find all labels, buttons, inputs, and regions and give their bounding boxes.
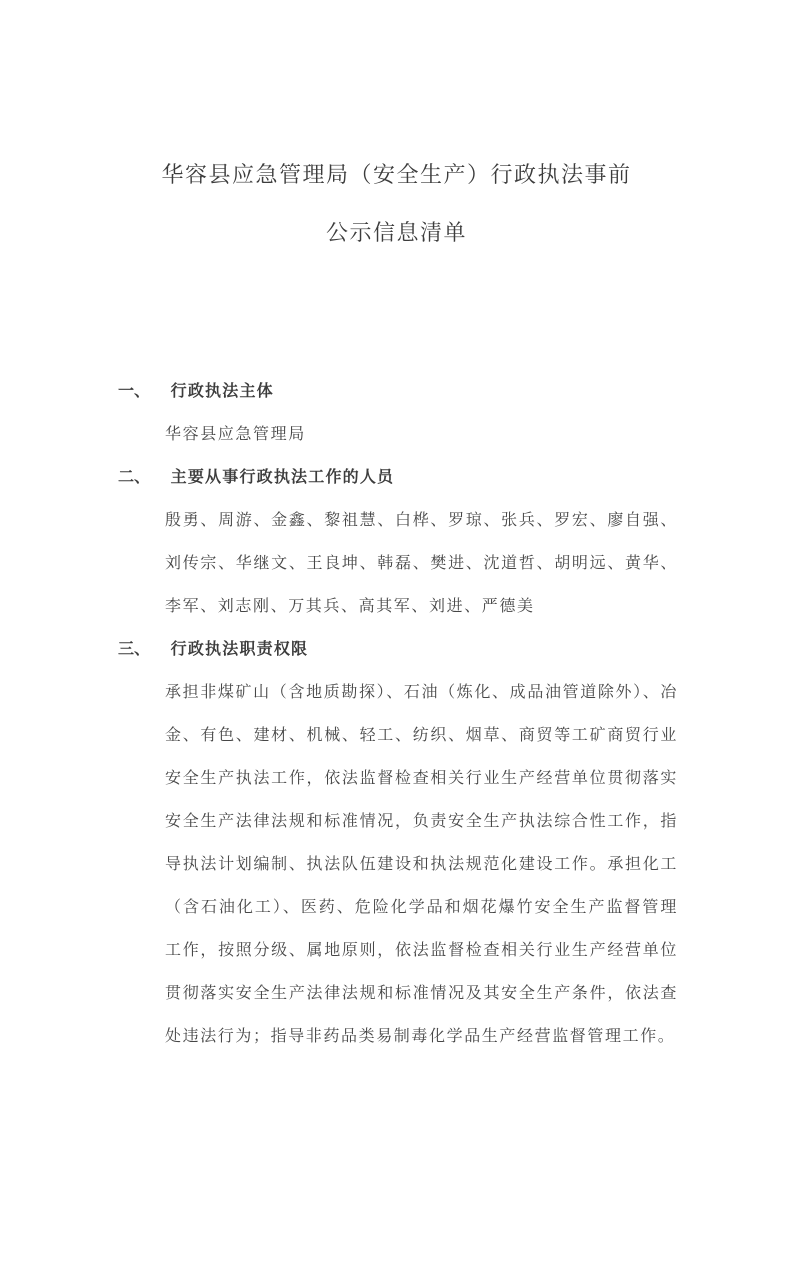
section-heading [118,628,678,671]
section-heading [118,456,678,499]
section-title: 行政执法主体 [170,383,274,400]
section-body-text: 殷勇、周游、金鑫、黎祖慧、白桦、罗琼、张兵、罗宏、廖自强、刘传宗、华继文、王良坤、韩磊、樊进、沈道哲、胡明远、黄华、李军、刘志刚、万其兵、高其军、刘进、严德美 [165,512,678,615]
section-number: 二、 [118,469,151,486]
document-title [0,146,793,262]
section-body-text: 承担非煤矿山（含地质勘探）、石油（炼化、成品油管道除外）、冶金、有色、建材、机械、轻工、纺织、烟草、商贸等工矿商贸行业安全生产执法工作，依法监督检查相关行业生产经营单位贯彻落实安全生产法律法规和标准情况，负责安全生产执法综合性工作，指导执法计划编制、执法队伍建设和执法规范化建设工作。承担化工（含石油化工）、医药、危险化学品和烟花爆竹安全生产监督管理工作，按照分级、属地原则，依法监督检查相关行业生产经营单位贯彻落实安全生产法律法规和标准情况及其安全生产条件，依法查处违法行为；指导非药品类易制毒化学品生产经营监督管理工作。 [165,684,678,1045]
section-body-text: 华容县应急管理局 [165,426,306,443]
section-enforcement-personnel [118,456,678,628]
section-enforcement-duties [118,628,678,1058]
section-number: 三、 [118,641,151,658]
document-page [0,146,793,1268]
section-heading [118,370,678,413]
section-number: 一、 [118,383,151,400]
document-body [118,370,678,1058]
document-title-line-2: 公示信息清单 [325,220,467,245]
section-title: 主要从事行政执法工作的人员 [170,469,395,486]
document-title-line-1: 华容县应急管理局（安全生产）行政执法事前 [161,162,632,187]
section-enforcement-subject [118,370,678,456]
section-title: 行政执法职责权限 [170,641,309,658]
